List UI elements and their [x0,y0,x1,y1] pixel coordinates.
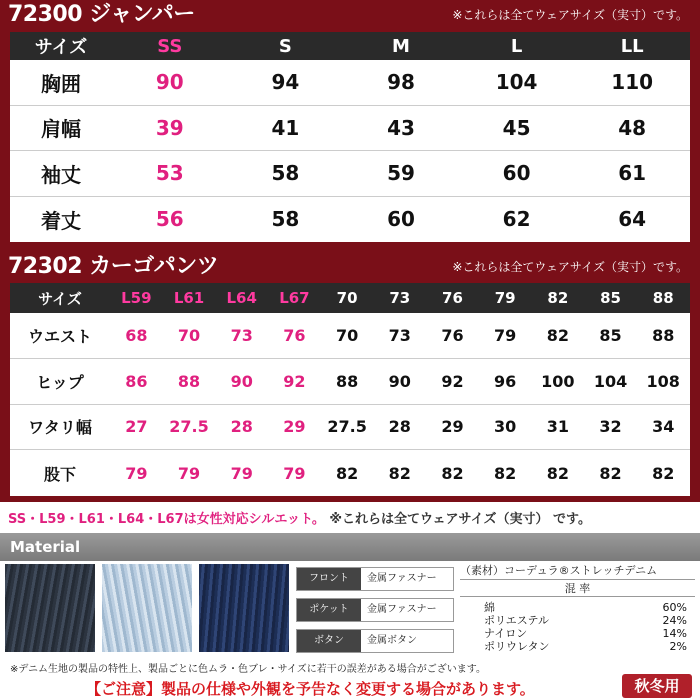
table-cell: 27.5 [327,417,367,437]
table-cell: 85 [599,325,622,345]
part-value: 金属ボタン [367,635,417,646]
actual-size-note: ※これらは全てウェアサイズ（実寸） です。 [329,512,591,527]
pants-header [0,252,700,282]
material-section [0,502,700,700]
table-cell: 62 [502,207,531,232]
season-badge: 秋冬用 [622,674,692,698]
fiber-name: ポリウレタン [484,640,550,653]
fiber-name: 綿 [484,601,495,614]
table-cell: 88 [177,371,201,391]
table-cell: 92 [441,371,464,391]
table-cell: 86 [125,371,148,391]
part-label: ボタン [297,630,361,652]
part-label: フロント [297,568,361,590]
pants-title: 72302 カーゴパンツ [8,254,219,279]
table-cell: 60 [502,161,531,186]
table-cell: 30 [494,417,517,437]
table-cell: 82 [599,463,622,483]
table-cell: 82 [494,463,517,483]
row-label: ワタリ幅 [28,418,92,438]
table-cell: 90 [388,371,411,391]
table-cell: 79 [125,463,148,483]
size-header: 76 [442,289,463,307]
table-cell: 92 [283,371,306,391]
denim-swatch-light [102,564,192,652]
material-bar [0,533,700,561]
pants-note: ※これらは全てウェアサイズ（実寸）です。 [452,260,688,274]
composition-title: （素材）コーデュラ®ストレッチデニム [460,562,695,580]
table-row [10,405,690,451]
women-fit-text: SS・L59・L61・L64・L67は女性対応シルエット。 [8,512,325,527]
row-label: 胸囲 [41,71,81,96]
table-cell: 82 [388,463,411,483]
part-row-button [296,629,454,653]
table-cell: 28 [388,417,411,437]
table-row [10,313,690,359]
table-cell: 79 [283,463,306,483]
table-cell: 32 [599,417,622,437]
table-cell: 58 [271,207,300,232]
size-header: L [510,35,523,57]
table-cell: 73 [230,325,253,345]
size-header: 85 [600,289,621,307]
table-cell: 88 [652,325,675,345]
size-header: 73 [389,289,411,307]
table-row [10,450,690,496]
table-cell: 27 [125,417,148,437]
table-cell: 76 [283,325,306,345]
size-header: LL [620,35,644,57]
table-cell: 61 [618,161,647,186]
table-cell: 108 [646,371,680,391]
table-cell: 73 [388,325,411,345]
table-cell: 56 [155,207,184,232]
table-cell: 82 [546,325,569,345]
table-header-row [10,283,690,313]
part-label: ポケット [297,599,361,621]
size-header: 82 [547,289,569,307]
table-row [10,106,690,152]
table-cell: 76 [441,325,464,345]
composition-subtitle: 混 率 [460,580,695,597]
table-cell: 70 [335,325,359,345]
table-cell: 39 [155,115,184,140]
fiber-percent: 14% [662,627,687,640]
size-header: S [278,35,292,57]
part-row-pocket [296,598,454,622]
table-cell: 64 [618,207,647,232]
table-cell: 110 [611,70,654,95]
table-cell: 79 [177,463,201,483]
table-cell: 28 [230,417,253,437]
row-label: 袖丈 [41,162,81,187]
table-cell: 104 [593,371,628,391]
table-cell: 59 [387,161,415,186]
composition-row [460,614,695,627]
spec-change-warning: 【ご注意】製品の仕様や外観を予告なく変更する場合があります。 [86,680,535,698]
table-cell: 79 [494,325,517,345]
table-cell: 27.5 [169,417,209,437]
table-cell: 68 [125,325,148,345]
size-header: L64 [226,289,257,307]
table-cell: 82 [441,463,464,483]
table-cell: 70 [177,325,201,345]
part-value: 金属ファスナー [367,604,437,615]
table-header-row [10,32,690,60]
table-cell: 53 [155,161,184,186]
women-fit-note [8,508,591,527]
table-cell: 41 [271,115,300,140]
pants-size-table [10,283,690,496]
table-cell: 82 [652,463,675,483]
part-row-front [296,567,454,591]
denim-swatch-indigo [199,564,289,652]
size-header: L67 [279,289,310,307]
table-cell: 29 [441,417,464,437]
denim-disclaimer: ※デニム生地の製品の特性上、製品ごとに色ムラ・色ブレ・サイズに若干の誤差がある場合がございます。 [10,664,486,675]
jacket-title: 72300 ジャンパー [8,2,195,27]
table-cell: 60 [387,207,415,232]
table-row [10,359,690,405]
row-label: ウエスト [27,326,92,346]
composition-table [460,562,695,653]
jacket-note: ※これらは全てウェアサイズ（実寸）です。 [452,8,688,22]
table-cell: 29 [283,417,306,437]
size-header: L59 [121,289,152,307]
table-cell: 82 [546,463,569,483]
table-cell: 98 [387,70,415,95]
table-cell: 88 [335,371,359,391]
fiber-percent: 2% [669,640,687,653]
table-cell: 45 [502,115,531,140]
size-header: SS [157,35,183,57]
table-row [10,60,690,106]
size-header: 79 [494,289,516,307]
table-cell: 43 [387,115,415,140]
size-header: 88 [652,289,674,307]
table-row [10,151,690,197]
table-cell: 94 [271,70,300,95]
size-header: 70 [336,289,358,307]
jacket-size-table [10,32,690,242]
fiber-name: ポリエステル [484,614,550,627]
size-header: M [392,35,410,57]
row-label: 着丈 [41,208,81,233]
table-cell: 82 [335,463,359,483]
row-label: 股下 [43,464,76,484]
table-cell: 79 [230,463,253,483]
row-label: 肩幅 [41,117,81,142]
row-label: ヒップ [36,372,84,392]
size-header-label: サイズ [34,37,88,58]
size-header-label: サイズ [38,289,82,308]
table-cell: 48 [618,115,647,140]
material-title: Material [10,538,81,556]
fiber-percent: 24% [662,614,687,627]
table-cell: 100 [541,371,575,391]
table-cell: 90 [155,70,184,95]
table-cell: 34 [652,417,675,437]
table-cell: 58 [271,161,300,186]
denim-swatch-dark [5,564,95,652]
composition-row [460,640,695,653]
table-cell: 96 [494,371,517,391]
fiber-name: ナイロン [484,627,528,640]
table-cell: 31 [546,417,569,437]
table-cell: 90 [230,371,253,391]
composition-row [460,601,695,614]
part-value: 金属ファスナー [367,573,437,584]
fiber-percent: 60% [662,601,687,614]
composition-row [460,627,695,640]
table-row [10,197,690,243]
jacket-header [0,0,700,30]
size-header: L61 [173,289,205,307]
table-cell: 104 [495,70,538,95]
